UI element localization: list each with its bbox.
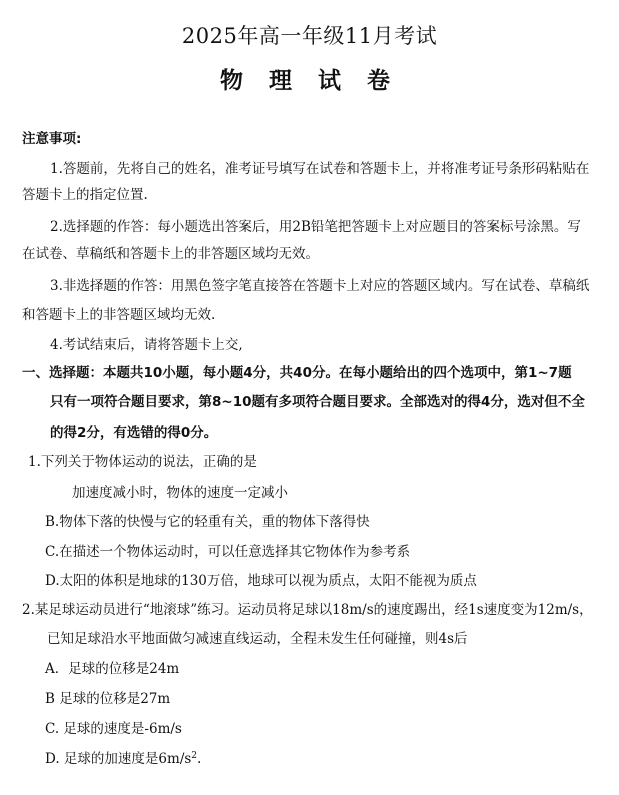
question-2-option-b: B 足球的位移是27m — [45, 691, 171, 707]
notice-item-1-line-2: 答题卡上的指定位置. — [22, 187, 148, 203]
question-1-option-d: D.太阳的体积是地球的130万倍，地球可以视为质点，太阳不能视为质点 — [45, 573, 477, 589]
question-2-option-c: C. 足球的速度是-6m/s — [45, 721, 182, 737]
exam-title: 2025年高一年级11月考试 — [181, 24, 438, 48]
question-1-option-b: B.物体下落的快慢与它的轻重有关，重的物体下落得快 — [45, 514, 370, 530]
notice-item-3-line-2: 和答题卡上的非答题区域均无效. — [22, 307, 216, 323]
notice-item-2-line-1: 2.选择题的作答：每小题选出答案后，用2B铅笔把答题卡上对应题目的答案标号涂黑。写 — [50, 219, 581, 235]
question-2-option-d-period: . — [197, 751, 202, 767]
question-1-option-c: C.在描述一个物体运动时，可以任意选择其它物体作为参考系 — [45, 544, 411, 560]
question-2-stem-line-2: 已知足球沿水平地面做匀减速直线运动，全程未发生任何碰撞，则4s后 — [47, 631, 468, 647]
section-1-line-3: 的得2分，有选错的得0分。 — [50, 425, 218, 441]
question-2-option-d-text: D. 足球的加速度是6m/s — [45, 751, 192, 767]
question-2-option-a: A．足球的位移是24m — [45, 661, 180, 677]
question-1-option-a: 加速度减小时，物体的速度一定减小 — [72, 485, 288, 501]
notice-item-4: 4.考试结束后，请将答题卡上交, — [50, 337, 243, 353]
section-1-line-2: 只有一项符合题目要求，第8~10题有多项符合题目要求。全部选对的得4分，选对但不全 — [50, 394, 585, 410]
notice-heading: 注意事项: — [22, 131, 82, 147]
question-1-stem: 1.下列关于物体运动的说法，正确的是 — [28, 454, 257, 470]
notice-item-3-line-1: 3.非选择题的作答：用黑色签字笔直接答在答题卡上对应的答题区域内。写在试卷、草稿纸 — [50, 278, 590, 294]
notice-item-2-line-2: 在试卷、草稿纸和答题卡上的非答题区域均无效。 — [22, 246, 319, 262]
question-2-option-d — [45, 750, 201, 768]
section-1-line-1: 一、选择题：本题共10小题，每小题4分，共40分。在每小题给出的四个选项中，第1~7题 — [22, 365, 572, 381]
question-2-option-d-exponent: 2 — [191, 751, 198, 761]
question-2-stem-line-1: 2.某足球运动员进行“地滚球”练习。运动员将足球以18m/s的速度踢出，经1s速度变为12m/s， — [22, 602, 593, 618]
notice-item-1-line-1: 1.答题前，先将自己的姓名，准考证号填写在试卷和答题卡上，并将准考证号条形码粘贴在 — [50, 161, 590, 177]
exam-subject-title: 物 理 试 卷 — [219, 67, 400, 94]
